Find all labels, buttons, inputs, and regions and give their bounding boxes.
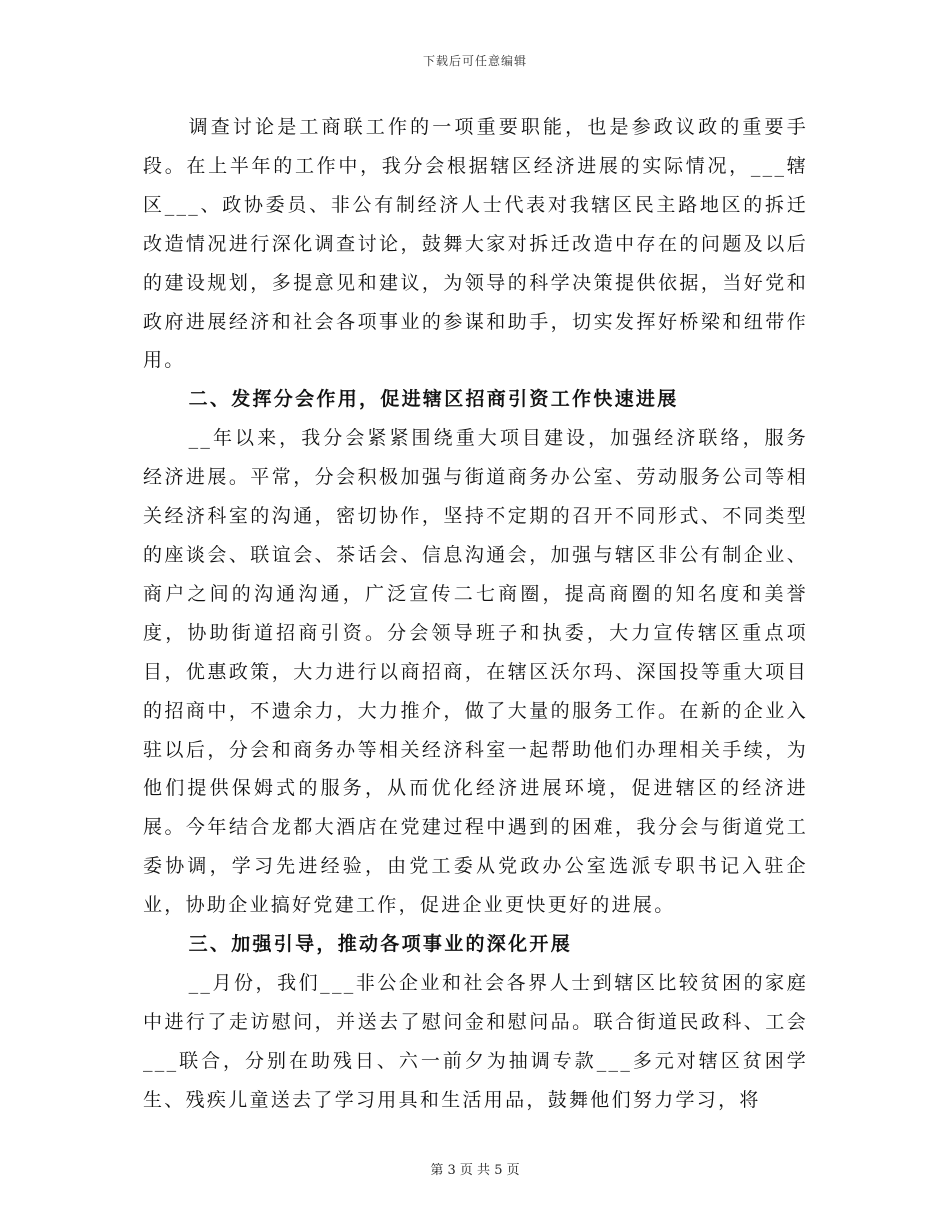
- section-heading-2: 二、发挥分会作用，促进辖区招商引资工作快速进展: [188, 388, 679, 411]
- page-header: 下载后可任意编辑: [422, 54, 527, 68]
- page-number: 第 3 页 共 5 页: [430, 1163, 520, 1178]
- paragraph-investment: __年以来，我分会紧紧围绕重大项目建设，加强经济联络，服务经济进展。平常，分会积极加强与街道商务办公室、劳动服务公司等相关经济科室的沟通，密切协作，坚持不定期的召开不同形式、不同类型的座谈会、联谊会、茶话会、信息沟通会，加强与辖区非公有制企业、商户之间的沟通沟通，广泛宣传二七商圈，提高商圈的知名度和美誉度，协助街道招商引资。分会领导班子和执委，大力宣传辖区重点项目，优惠政策，大力进行以商招商，在辖区沃尔玛、深国投等重大项目的招商中，不遗余力，大力推介，做了大量的服务工作。在新的企业入驻以后，分会和商务办等相关经济科室一起帮助他们办理相关手续，为他们提供保姆式的服务，从而优化经济进展环境，促进辖区的经济进展。今年结合龙都大酒店在党建过程中遇到的困难，我分会与街道党工委协调，学习先进经验，由党工委从党政办公室选派专职书记入驻企业，协助企业搞好党建工作，促进企业更快更好的进展。: [143, 427, 808, 917]
- paragraph-guidance: __月份，我们___非公企业和社会各界人士到辖区比较贫困的家庭中进行了走访慰问，并送去了慰问金和慰问品。联合街道民政科、工会___联合，分别在助残日、六一前夕为抽调专款___多元对辖区贫困学生、残疾儿童送去了学习用具和生活用品，鼓舞他们努力学习，将: [143, 971, 808, 1111]
- paragraph-research: 调查讨论是工商联工作的一项重要职能，也是参政议政的重要手段。在上半年的工作中，我分会根据辖区经济进展的实际情况，___辖区___、政协委员、非公有制经济人士代表对我辖区民主路地区的拆迁改造情况进行深化调查讨论，鼓舞大家对拆迁改造中存在的问题及以后的建设规划，多提意见和建议，为领导的科学决策提供依据，当好党和政府进展经济和社会各项事业的参谋和助手，切实发挥好桥梁和纽带作用。: [143, 116, 808, 372]
- section-heading-3: 三、加强引导，推动各项事业的深化开展: [188, 933, 572, 956]
- document-body: [143, 108, 808, 1120]
